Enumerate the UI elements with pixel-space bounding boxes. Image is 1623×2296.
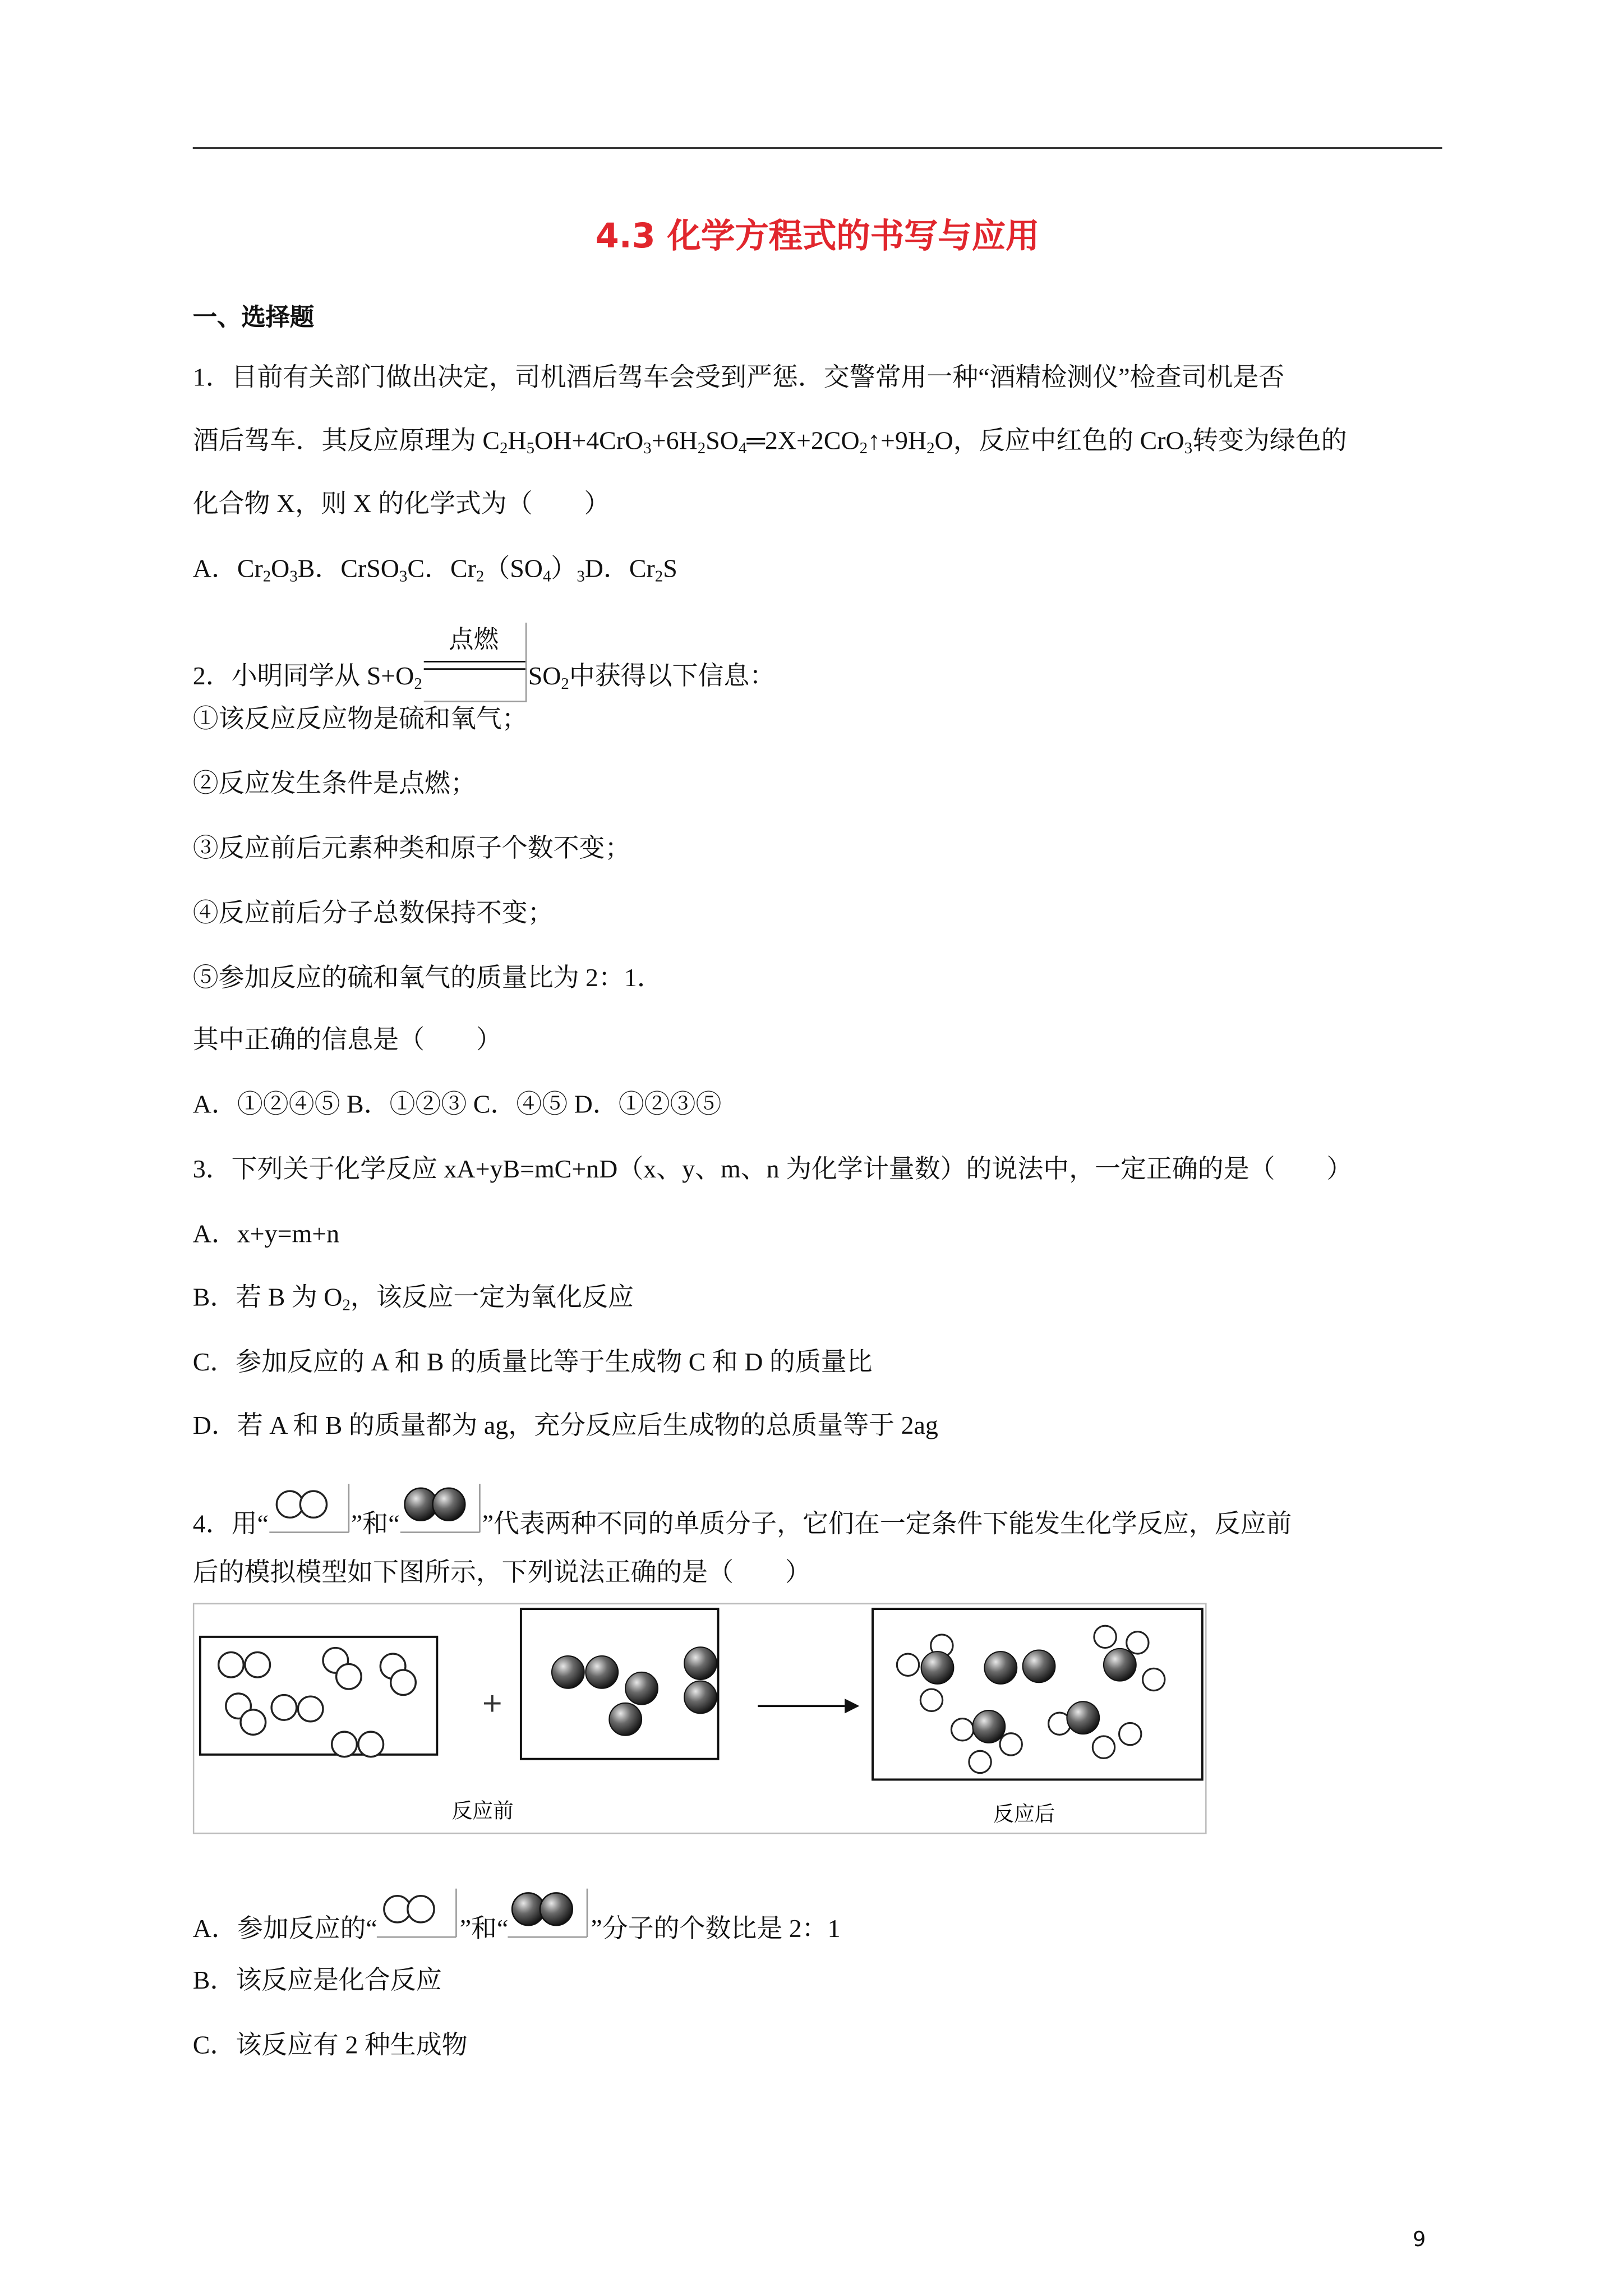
header-rule [193, 147, 1442, 149]
q3-option-b: B．若 B 为 $O_2$，该反应一定为氧化反应 [192, 1282, 634, 1315]
dark-molecule-icon [508, 1889, 591, 1941]
before-box-dark [521, 1609, 718, 1759]
q1-options: A．$Cr_2O_3B$．CrSO$_3$C．$Cr_2(SO_4)_3D$．$Cr_2S$ [192, 553, 677, 586]
q2-item-2: ②反应发生条件是点燃； [192, 768, 476, 798]
q4-option-b: B．该反应是化合反应 [192, 1965, 442, 1995]
before-box-white [200, 1637, 437, 1757]
q3-option-c: C．参加反应的 A 和 B 的质量比等于生成物 C 和 D 的质量比 [192, 1346, 873, 1377]
white-molecule-icon [269, 1484, 351, 1536]
section-heading: 一、选择题 [192, 303, 315, 332]
q2-item-1: ①该反应反应物是硫和氧气； [192, 703, 528, 733]
white-molecule-icon [377, 1889, 460, 1941]
reaction-condition: 点燃 [423, 623, 527, 702]
q4-option-c: C．该反应有 2 种生成物 [192, 2030, 468, 2059]
q3-option-a: A．x+y=m+n [192, 1218, 340, 1249]
q2-options: A．①②④⑤ B．①②③ C．④⑤ D．①②③⑤ [192, 1089, 722, 1119]
label-before-reaction: 反应前 [451, 1798, 514, 1823]
page-number: 9 [1413, 2228, 1426, 2252]
q3-stem: 3．下列关于化学反应 xA+yB=mC+nD（x、y、m、n 为化学计量数）的说法中，一定正确的是（ ） [192, 1154, 1353, 1184]
q3-option-d: D．若 A 和 B 的质量都为 ag，充分反应后生成物的总质量等于 2ag [192, 1410, 938, 1440]
q2-prompt: 其中正确的信息是（ ） [192, 1024, 502, 1054]
q1-line-3: 化合物 X，则 X 的化学式为（ ） [192, 489, 610, 518]
q4-option-a: A．参加反应的“ ”和“ ”分子的个数比是 2：1 [193, 1889, 841, 1946]
plus-sign: + [481, 1687, 504, 1719]
label-after-reaction: 反应后 [993, 1801, 1055, 1826]
reaction-model-figure [193, 1603, 1207, 1834]
after-box [873, 1609, 1202, 1779]
q4-stem-line-1: 4．用“ ”和“ ”代表两种不同的单质分子，它们在一定条件下能发生化学反应，反应前 [193, 1484, 1292, 1541]
q2-item-3: ③反应前后元素种类和原子个数不变； [192, 833, 631, 863]
q4-stem-line-2: 后的模拟模型如下图所示，下列说法正确的是（ ） [192, 1557, 811, 1587]
page-title: 4.3 化学方程式的书写与应用 [595, 218, 1040, 256]
q1-line-1: 1．目前有关部门做出决定，司机酒后驾车会受到严惩．交警常用一种“酒精检测仪”检查司机是否 [192, 362, 1285, 392]
q2-stem: 2．小明同学从 $S+O_2$ 点燃 $SO_2$中获得以下信息： [193, 623, 775, 702]
q1-line-2: 酒后驾车．其反应原理为 $C_2H_5OH+4CrO_3+6H_2SO_4═2X+2CO_2↑+9H_2O$，反应中红色的 CrO$_3$转变为绿色的 [192, 425, 1347, 458]
q2-item-4: ④反应前后分子总数保持不变； [192, 898, 554, 928]
q2-item-5: ⑤参加反应的硫和氧气的质量比为 2：1． [192, 963, 663, 992]
dark-molecule-icon [400, 1484, 482, 1536]
